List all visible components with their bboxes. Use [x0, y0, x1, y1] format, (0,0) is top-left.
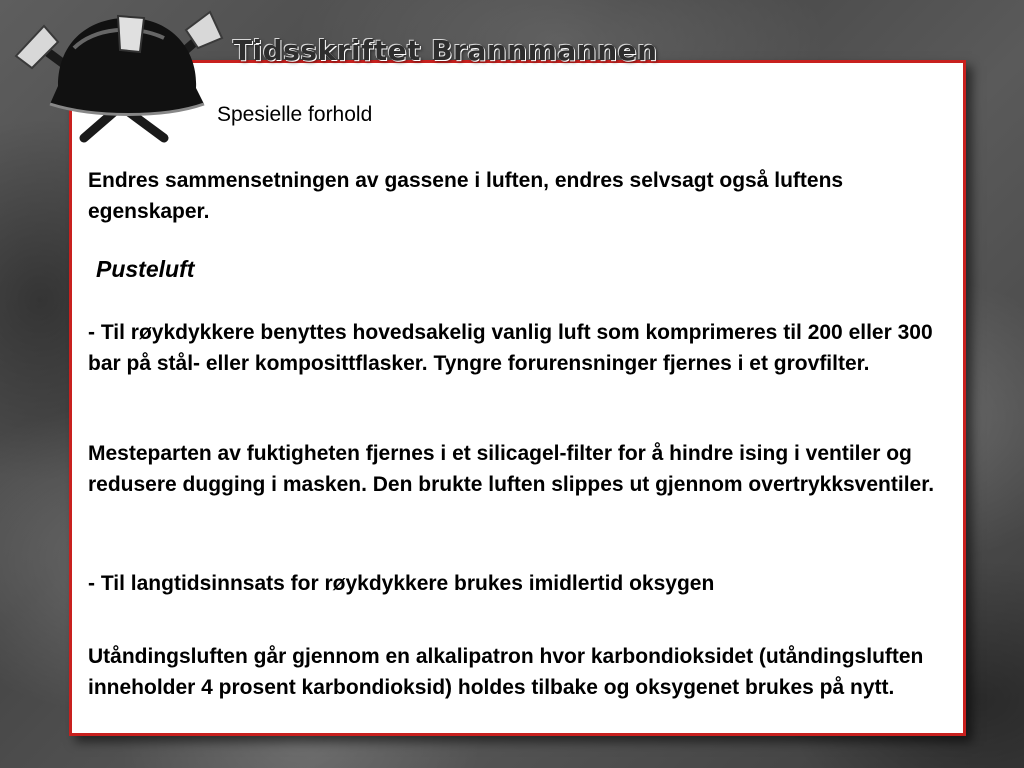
paragraph-moisture-filter: Mesteparten av fuktigheten fjernes i et silicagel-filter for å hindre ising i ventiler og redusere dugging i masken. Den brukte luften slippes ut gjennom overtrykksventiler.: [88, 442, 935, 496]
page-title: Tidsskriftet Brannmannen: [233, 34, 658, 67]
slide-subtitle: Spesielle forhold: [217, 103, 373, 126]
intro-paragraph: Endres sammensetningen av gassene i luften, endres selvsagt også luftens egenskaper.: [88, 169, 844, 223]
slide-frame: [69, 60, 966, 736]
paragraph-oxygen: - Til langtidsinnsats for røykdykkere brukes imidlertid oksygen: [88, 572, 715, 595]
paragraph-air-compression: - Til røykdykkere benyttes hovedsakelig vanlig luft som komprimeres til 200 eller 300 bar på stål- eller komposittflasker. Tyngre forurensninger fjernes i et grovfilter.: [88, 321, 933, 375]
firefighter-helmet-crossed-axes-icon: [14, 8, 224, 144]
section-heading: Pusteluft: [96, 256, 195, 282]
paragraph-exhale: Utåndingsluften går gjennom en alkalipatron hvor karbondioksidet (utåndingsluften inneholder 4 prosent karbondioksid) holdes tilbake og oksygenet brukes på nytt.: [88, 645, 924, 699]
